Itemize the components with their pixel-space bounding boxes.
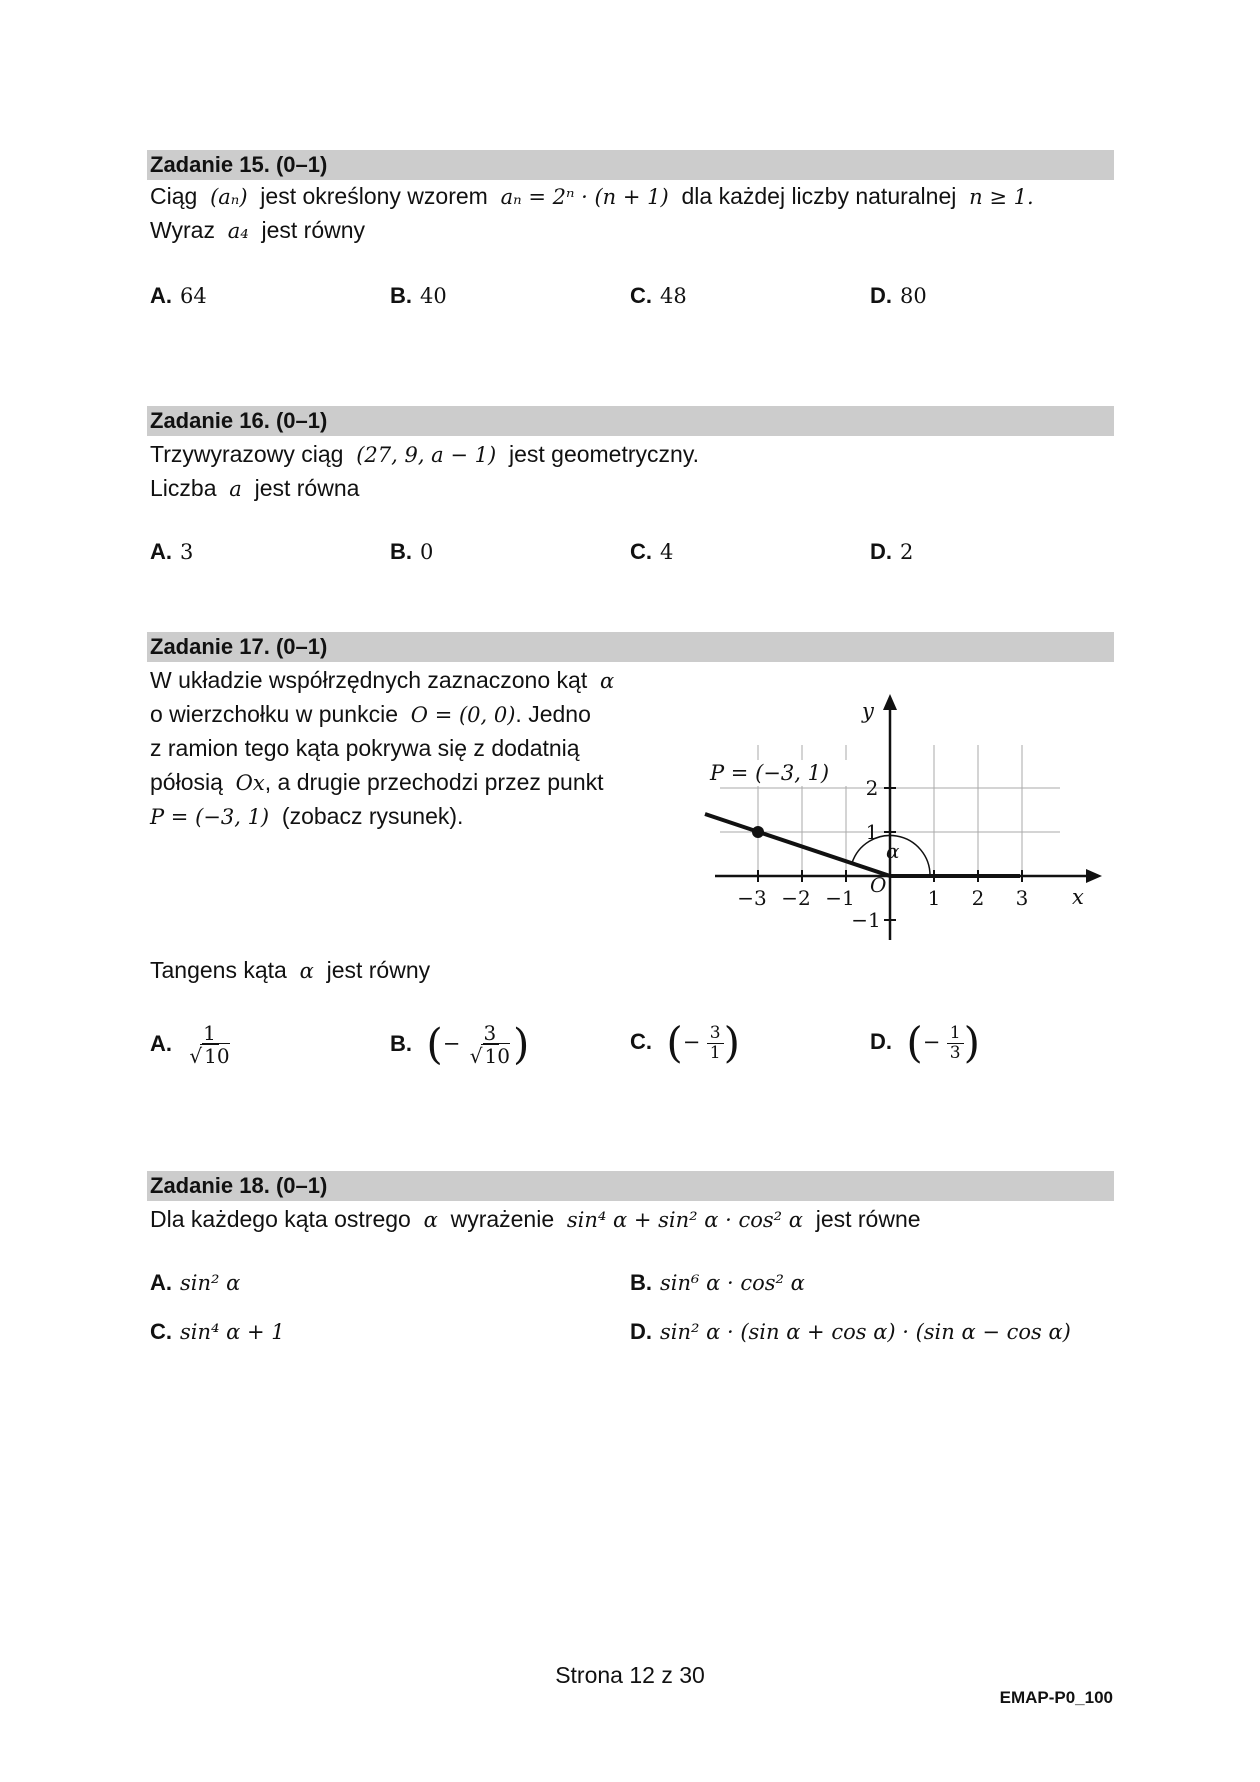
task-17-question: Tangens kąta α jest równy — [150, 957, 431, 983]
x-tick-label: −2 — [781, 886, 811, 910]
x-tick-label: −3 — [737, 886, 767, 910]
page-number: Strona 12 z 30 — [555, 1662, 705, 1688]
task-16-option-d[interactable]: D. 2 — [870, 539, 914, 564]
task-18-option-b[interactable]: B. sin⁶ α · cos² α — [630, 1270, 805, 1295]
fraction-a: $\frac{1}{√ 10}$ — [189, 1021, 230, 1068]
task-16 — [147, 406, 1114, 564]
y-axis-arrow — [883, 694, 897, 710]
x-axis-arrow — [1086, 869, 1102, 883]
fraction-d: $\frac{1}{3}$ — [947, 1024, 964, 1063]
coordinate-graph — [700, 690, 1120, 950]
task-17-line-2: o wierzchołku w punkcie O = (0, 0). Jedno — [150, 701, 591, 727]
task-17-option-d[interactable]: D. (− $\frac{1}{3}$ ) — [870, 1018, 980, 1067]
task-18-option-c[interactable]: C. sin⁴ α + 1 — [150, 1319, 285, 1344]
task-17-line-5: P = (−3, 1) (zobacz rysunek). — [150, 803, 464, 829]
y-tick-label: −1 — [851, 908, 881, 932]
task-18-line-1: Dla każdego kąta ostrego α wyrażenie sin⁴ α + sin² α · cos² α jest równe — [150, 1206, 921, 1232]
point-p — [752, 826, 764, 838]
task-18-header: Zadanie 18. (0–1) — [147, 1171, 1114, 1201]
exam-code: EMAP-P0_100 — [999, 1688, 1113, 1707]
task-15-option-d[interactable]: D. 80 — [870, 283, 927, 308]
fraction-c: $\frac{3}{1}$ — [707, 1024, 724, 1063]
x-tick-label: 2 — [971, 886, 985, 910]
task-16-option-b[interactable]: B. 0 — [390, 539, 434, 564]
fraction-b: $\frac{3}{√ 10}$ — [469, 1021, 510, 1068]
task-16-header: Zadanie 16. (0–1) — [147, 406, 1114, 436]
task-17-line-1: W układzie współrzędnych zaznaczono kąt α — [150, 667, 615, 693]
task-15-option-b[interactable]: B. 40 — [390, 283, 447, 308]
task-18 — [147, 1171, 1114, 1344]
point-p-label: P = (−3, 1) — [710, 761, 830, 785]
task-16-option-c[interactable]: C. 4 — [630, 539, 674, 564]
task-17-option-a[interactable]: A. $\frac{1}{√ 10}$ — [150, 1022, 233, 1067]
task-15 — [147, 150, 1114, 308]
task-16-line-2: Liczba a jest równa — [150, 475, 360, 501]
task-16-line-1: Trzywyrazowy ciąg (27, 9, a − 1) jest geometryczny. — [150, 441, 699, 467]
x-axis-label: x — [1072, 885, 1084, 909]
task-15-option-c[interactable]: C. 48 — [630, 283, 687, 308]
y-axis-label: y — [862, 699, 874, 723]
x-tick-label: 1 — [927, 886, 941, 910]
task-16-option-a[interactable]: A. 3 — [150, 539, 194, 564]
task-17-option-c[interactable]: C. (− $\frac{3}{1}$ ) — [630, 1018, 740, 1067]
task-17-header: Zadanie 17. (0–1) — [147, 632, 1114, 662]
task-15-header: Zadanie 15. (0–1) — [147, 150, 1114, 180]
task-15-line-2: Wyraz a₄ jest równy — [150, 217, 366, 243]
y-tick-label: 2 — [865, 776, 879, 800]
task-17-line-4: półosią Ox, a drugie przechodzi przez punkt — [150, 769, 604, 795]
task-18-option-d[interactable]: D. sin² α · (sin α + cos α) · (sin α − cos α) — [630, 1319, 1071, 1344]
task-18-option-a[interactable]: A. sin² α — [150, 1270, 241, 1295]
ray-through-p — [705, 814, 890, 876]
origin-label: O — [870, 873, 887, 897]
task-15-line-1: Ciąg (aₙ) jest określony wzorem aₙ = 2ⁿ · (n + 1) dla każdej liczby naturalnej n ≥ 1. — [150, 183, 1034, 209]
task-17-line-3: z ramion tego kąta pokrywa się z dodatnią — [150, 735, 580, 761]
x-tick-label: −1 — [825, 886, 855, 910]
x-tick-label: 3 — [1015, 886, 1029, 910]
y-tick-label: 1 — [865, 820, 879, 844]
angle-label: α — [886, 839, 900, 863]
task-17-option-b[interactable]: B. (− $\frac{3}{√ 10}$ ) — [390, 1019, 530, 1069]
task-15-option-a[interactable]: A. 64 — [150, 283, 207, 308]
